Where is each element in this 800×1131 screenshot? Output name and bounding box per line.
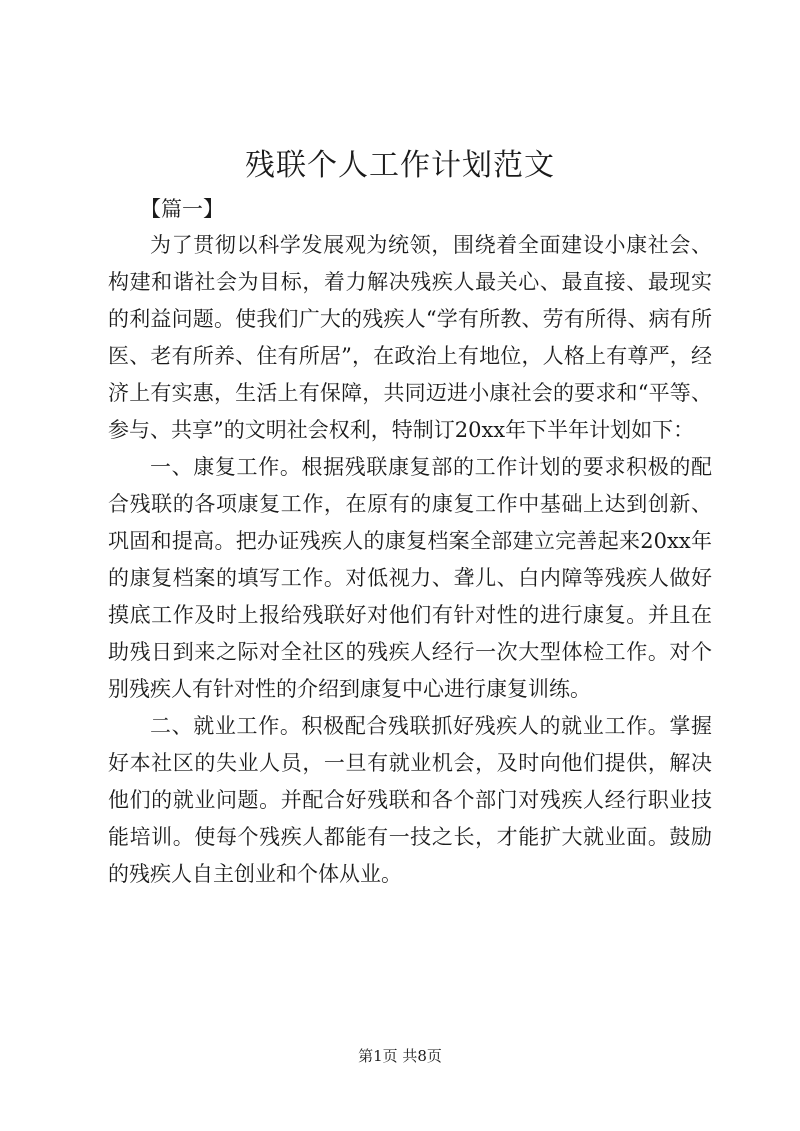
paragraph-intro: 为了贯彻以科学发展观为统领，围绕着全面建设小康社会、构建和谐社会为目标，着力解决残疾人最关心、最直接、最现实的利益问题。使我们广大的残疾人“学有所教、劳有所得、病有所医、老有所养、住有所居”，在政治上有地位，人格上有尊严，经济上有实惠，生活上有保障，共同迈进小康社会的要求和“平等、参与、共享”的文明社会权利，特制订20xx年下半年计划如下： (108, 233, 712, 442)
section-label: 【篇一】 (140, 197, 224, 221)
page-number: 第1页 共8页 (358, 1047, 442, 1065)
paragraph-rehabilitation: 一、康复工作。根据残联康复部的工作计划的要求积极的配合残联的各项康复工作，在原有的康复工作中基础上达到创新、巩固和提高。把办证残疾人的康复档案全部建立完善起来20xx年的康复档案的填写工作。对低视力、聋儿、白内障等残疾人做好摸底工作及时上报给残联好对他们有针对性的进行康复。并且在助残日到来之际对全社区的残疾人经行一次大型体检工作。对个别残疾人有针对性的介绍到康复中心进行康复训练。 (108, 455, 712, 701)
body-text (108, 227, 712, 893)
page-title: 残联个人工作计划范文 (245, 148, 555, 183)
paragraph-employment: 二、就业工作。积极配合残联抓好残疾人的就业工作。掌握好本社区的失业人员，一旦有就业机会，及时向他们提供，解决他们的就业问题。并配合好残联和各个部门对残疾人经行职业技能培训。使每个残疾人都能有一技之长，才能扩大就业面。鼓励的残疾人自主创业和个体从业。 (108, 714, 712, 886)
